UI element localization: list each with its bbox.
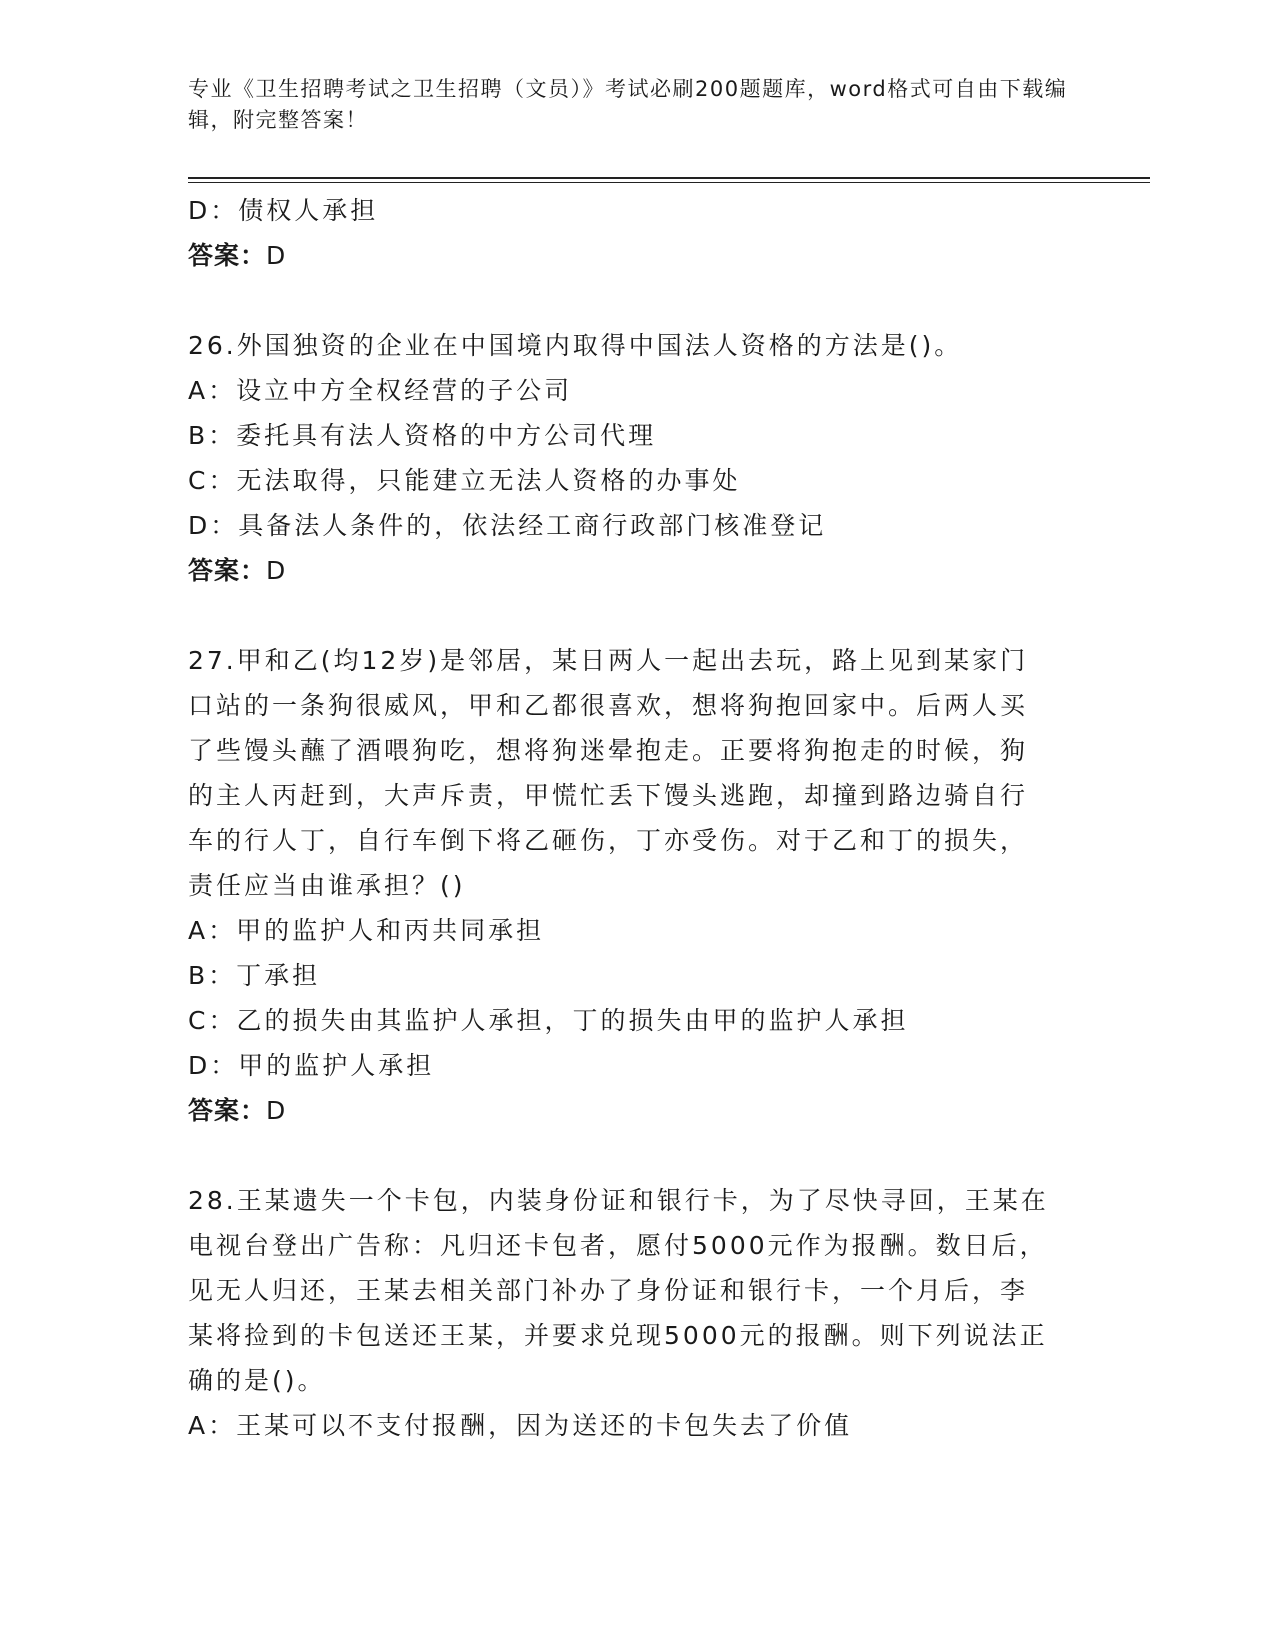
answer-label: 答案： [188, 556, 267, 585]
question-stem-line: 某将捡到的卡包送还王某，并要求兑现5000元的报酬。则下列说法正 [188, 1321, 1048, 1350]
question-stem-line: 车的行人丁，自行车倒下将乙砸伤，丁亦受伤。对于乙和丁的损失， [188, 826, 1029, 855]
answer-value: D [266, 556, 286, 585]
question-stem-line: 口站的一条狗很威风，甲和乙都很喜欢，想将狗抱回家中。后两人买 [188, 691, 1029, 720]
document-body [188, 188, 1088, 1448]
question-stem-line: 责任应当由谁承担？() [188, 871, 466, 900]
answer-line [188, 548, 1088, 593]
question-stem-line: 电视台登出广告称：凡归还卡包者，愿付5000元作为报酬。数日后， [188, 1231, 1048, 1260]
answer-value: D [266, 241, 286, 270]
answer-line [188, 233, 1088, 278]
option-b: B：委托具有法人资格的中方公司代理 [188, 421, 657, 450]
option-d: D：具备法人条件的，依法经工商行政部门核准登记 [188, 511, 827, 540]
question-28 [188, 1178, 1088, 1448]
question-stem-line: 见无人归还，王某去相关部门补办了身份证和银行卡，一个月后，李 [188, 1276, 1029, 1305]
question-stem-line: 确的是()。 [188, 1366, 326, 1395]
option-c: C：乙的损失由其监护人承担，丁的损失由甲的监护人承担 [188, 1006, 909, 1035]
answer-label: 答案： [188, 241, 267, 270]
question-26 [188, 323, 1088, 593]
answer-value: D [266, 1096, 286, 1125]
option-b: B：丁承担 [188, 961, 321, 990]
answer-line [188, 1088, 1088, 1133]
header-divider-thick [188, 177, 1150, 179]
option-a: A：甲的监护人和丙共同承担 [188, 916, 545, 945]
question-stem: 26.外国独资的企业在中国境内取得中国法人资格的方法是()。 [188, 331, 963, 360]
question-27 [188, 638, 1088, 1133]
option-d: D：甲的监护人承担 [188, 1051, 435, 1080]
question-stem-line: 28.王某遗失一个卡包，内装身份证和银行卡，为了尽快寻回，王某在 [188, 1186, 1049, 1215]
answer-label: 答案： [188, 1096, 267, 1125]
document-header: 专业《卫生招聘考试之卫生招聘（文员）》考试必刷200题题库，word格式可自由下载编辑，附完整答案！ [188, 77, 1068, 132]
question-stem-line: 27.甲和乙(均12岁)是邻居，某日两人一起出去玩，路上见到某家门 [188, 646, 1029, 675]
header-divider-thin [188, 182, 1150, 183]
question-stem-line: 了些馒头蘸了酒喂狗吃，想将狗迷晕抱走。正要将狗抱走的时候，狗 [188, 736, 1029, 765]
option-c: C：无法取得，只能建立无法人资格的办事处 [188, 466, 741, 495]
option-d: D：债权人承担 [188, 196, 379, 225]
question-stem-line: 的主人丙赶到，大声斥责，甲慌忙丢下馒头逃跑，却撞到路边骑自行 [188, 781, 1029, 810]
question-25-tail [188, 188, 1088, 278]
option-a: A：王某可以不支付报酬，因为送还的卡包失去了价值 [188, 1411, 853, 1440]
option-a: A：设立中方全权经营的子公司 [188, 376, 573, 405]
